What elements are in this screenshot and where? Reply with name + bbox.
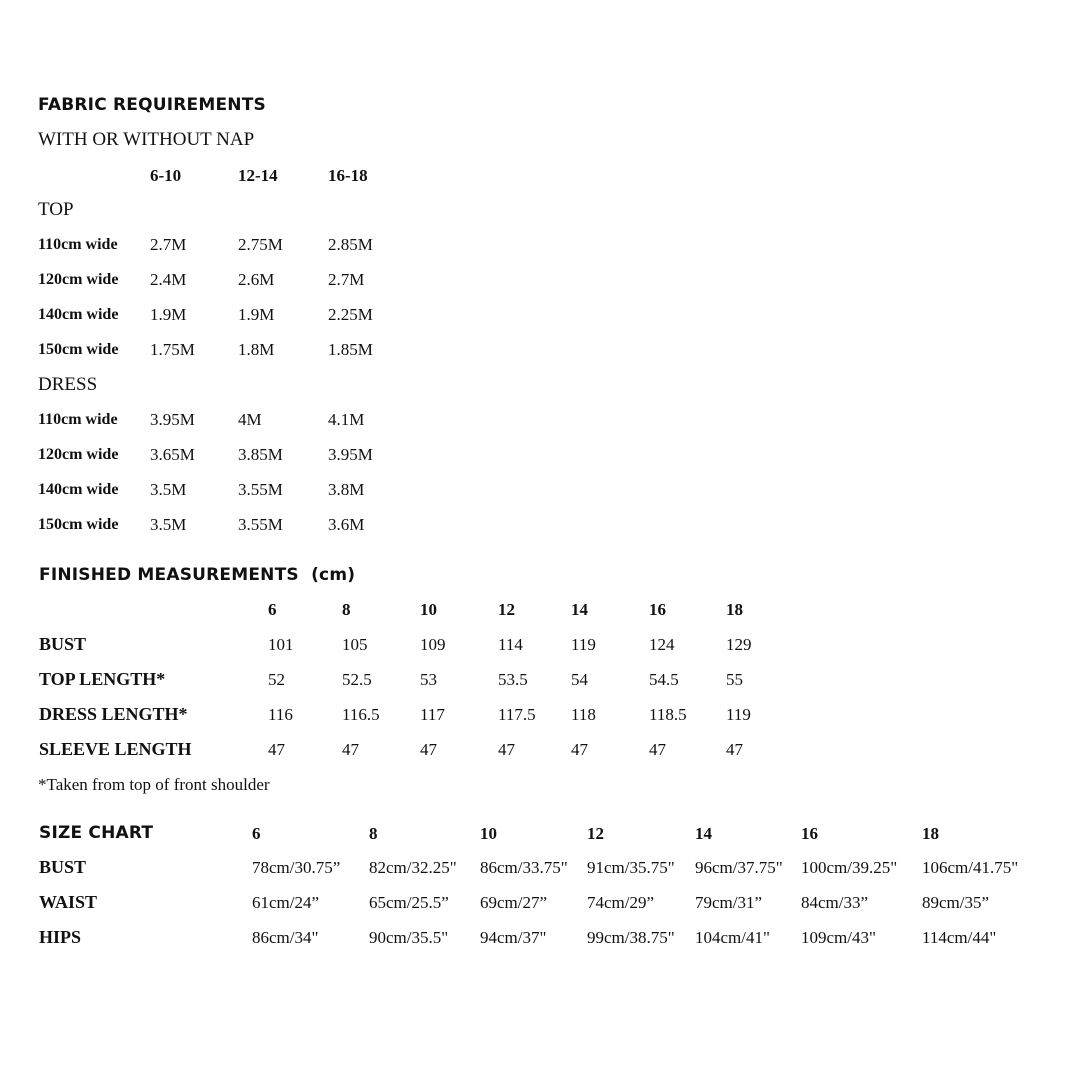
fabric-cell: 2.7M bbox=[150, 235, 187, 254]
size-cell: 61cm/24” bbox=[252, 893, 320, 912]
finished-cell: 54.5 bbox=[649, 670, 679, 689]
finished-row-label: DRESS LENGTH* bbox=[39, 704, 188, 724]
size-row-label: HIPS bbox=[39, 927, 82, 947]
size-chart-title: SIZE CHART bbox=[39, 823, 154, 843]
size-cell: 104cm/41" bbox=[695, 928, 770, 947]
fabric-cell: 3.5M bbox=[150, 515, 187, 534]
size-cell: 82cm/32.25" bbox=[369, 858, 457, 877]
finished-cell: 109 bbox=[420, 635, 446, 654]
fabric-row-label: 120cm wide bbox=[38, 271, 119, 288]
size-cell: 74cm/29” bbox=[587, 893, 655, 912]
finished-column-header: 12 bbox=[498, 600, 515, 619]
size-cell: 91cm/35.75" bbox=[587, 858, 675, 877]
fabric-cell: 2.85M bbox=[328, 235, 373, 254]
size-column-header: 16 bbox=[801, 824, 818, 843]
fabric-cell: 3.95M bbox=[150, 410, 195, 429]
finished-column-header: 6 bbox=[268, 600, 277, 619]
fabric-cell: 3.95M bbox=[328, 445, 373, 464]
fabric-cell: 3.55M bbox=[238, 480, 283, 499]
size-column-header: 8 bbox=[369, 824, 378, 843]
size-column-header: 10 bbox=[480, 824, 497, 843]
fabric-group-top: TOP bbox=[38, 199, 74, 220]
finished-cell: 129 bbox=[726, 635, 752, 654]
finished-cell: 53 bbox=[420, 670, 437, 689]
finished-column-header: 14 bbox=[571, 600, 588, 619]
size-cell: 99cm/38.75" bbox=[587, 928, 675, 947]
finished-cell: 47 bbox=[571, 740, 588, 759]
fabric-row-label: 120cm wide bbox=[38, 446, 119, 463]
fabric-group-dress: DRESS bbox=[38, 374, 98, 395]
finished-measurements-title: FINISHED MEASUREMENTS (cm) bbox=[39, 565, 356, 585]
fabric-cell: 1.9M bbox=[150, 305, 187, 324]
finished-cell: 105 bbox=[342, 635, 368, 654]
size-cell: 86cm/34" bbox=[252, 928, 319, 947]
fabric-requirements-subtitle: WITH OR WITHOUT NAP bbox=[38, 129, 255, 150]
finished-cell: 52.5 bbox=[342, 670, 372, 689]
fabric-cell: 3.55M bbox=[238, 515, 283, 534]
finished-row-label: BUST bbox=[39, 634, 87, 654]
finished-column-header: 8 bbox=[342, 600, 351, 619]
finished-cell: 54 bbox=[571, 670, 588, 689]
fabric-cell: 4.1M bbox=[328, 410, 365, 429]
fabric-cell: 4M bbox=[238, 410, 262, 429]
finished-column-header: 16 bbox=[649, 600, 666, 619]
fabric-column-header: 16-18 bbox=[328, 166, 368, 185]
size-cell: 94cm/37" bbox=[480, 928, 547, 947]
finished-cell: 118 bbox=[571, 705, 596, 724]
finished-cell: 47 bbox=[649, 740, 666, 759]
fabric-row-label: 110cm wide bbox=[38, 236, 118, 253]
size-cell: 65cm/25.5” bbox=[369, 893, 449, 912]
size-column-header: 14 bbox=[695, 824, 712, 843]
fabric-column-header: 6-10 bbox=[150, 166, 182, 185]
finished-cell: 124 bbox=[649, 635, 675, 654]
shoulder-footnote: *Taken from top of front shoulder bbox=[38, 775, 270, 794]
size-cell: 89cm/35” bbox=[922, 893, 990, 912]
fabric-cell: 1.75M bbox=[150, 340, 195, 359]
fabric-cell: 3.6M bbox=[328, 515, 365, 534]
fabric-cell: 2.75M bbox=[238, 235, 283, 254]
fabric-cell: 2.25M bbox=[328, 305, 373, 324]
finished-cell: 101 bbox=[268, 635, 294, 654]
size-cell: 109cm/43" bbox=[801, 928, 876, 947]
size-column-header: 18 bbox=[922, 824, 939, 843]
size-column-header: 12 bbox=[587, 824, 604, 843]
size-cell: 84cm/33” bbox=[801, 893, 869, 912]
finished-cell: 47 bbox=[420, 740, 437, 759]
fabric-row-label: 140cm wide bbox=[38, 306, 119, 323]
finished-cell: 116 bbox=[268, 705, 293, 724]
fabric-cell: 2.6M bbox=[238, 270, 275, 289]
finished-cell: 119 bbox=[571, 635, 596, 654]
size-cell: 106cm/41.75" bbox=[922, 858, 1019, 877]
finished-row-label: TOP LENGTH* bbox=[39, 669, 166, 689]
size-cell: 69cm/27” bbox=[480, 893, 548, 912]
finished-cell: 47 bbox=[268, 740, 285, 759]
finished-column-header: 18 bbox=[726, 600, 743, 619]
finished-cell: 118.5 bbox=[649, 705, 687, 724]
size-column-header: 6 bbox=[252, 824, 261, 843]
finished-cell: 47 bbox=[726, 740, 743, 759]
size-cell: 79cm/31” bbox=[695, 893, 763, 912]
size-row-label: BUST bbox=[39, 857, 87, 877]
finished-cell: 117 bbox=[420, 705, 445, 724]
finished-cell: 116.5 bbox=[342, 705, 380, 724]
fabric-cell: 1.85M bbox=[328, 340, 373, 359]
finished-cell: 117.5 bbox=[498, 705, 536, 724]
fabric-cell: 3.85M bbox=[238, 445, 283, 464]
finished-cell: 119 bbox=[726, 705, 751, 724]
fabric-cell: 3.65M bbox=[150, 445, 195, 464]
fabric-cell: 2.7M bbox=[328, 270, 365, 289]
finished-cell: 47 bbox=[342, 740, 359, 759]
size-cell: 100cm/39.25" bbox=[801, 858, 898, 877]
size-row-label: WAIST bbox=[39, 892, 98, 912]
size-cell: 90cm/35.5" bbox=[369, 928, 449, 947]
finished-cell: 55 bbox=[726, 670, 743, 689]
finished-column-header: 10 bbox=[420, 600, 437, 619]
fabric-row-label: 150cm wide bbox=[38, 516, 119, 533]
fabric-cell: 2.4M bbox=[150, 270, 187, 289]
fabric-cell: 3.8M bbox=[328, 480, 365, 499]
finished-cell: 114 bbox=[498, 635, 523, 654]
fabric-cell: 3.5M bbox=[150, 480, 187, 499]
fabric-row-label: 110cm wide bbox=[38, 411, 118, 428]
size-cell: 114cm/44" bbox=[922, 928, 997, 947]
fabric-row-label: 140cm wide bbox=[38, 481, 119, 498]
finished-row-label: SLEEVE LENGTH bbox=[39, 739, 192, 759]
size-cell: 86cm/33.75" bbox=[480, 858, 568, 877]
fabric-row-label: 150cm wide bbox=[38, 341, 119, 358]
finished-cell: 53.5 bbox=[498, 670, 528, 689]
size-cell: 78cm/30.75” bbox=[252, 858, 341, 877]
finished-cell: 47 bbox=[498, 740, 515, 759]
fabric-requirements-title: FABRIC REQUIREMENTS bbox=[38, 95, 266, 115]
finished-cell: 52 bbox=[268, 670, 285, 689]
fabric-cell: 1.8M bbox=[238, 340, 275, 359]
size-cell: 96cm/37.75" bbox=[695, 858, 783, 877]
fabric-column-header: 12-14 bbox=[238, 166, 278, 185]
fabric-cell: 1.9M bbox=[238, 305, 275, 324]
